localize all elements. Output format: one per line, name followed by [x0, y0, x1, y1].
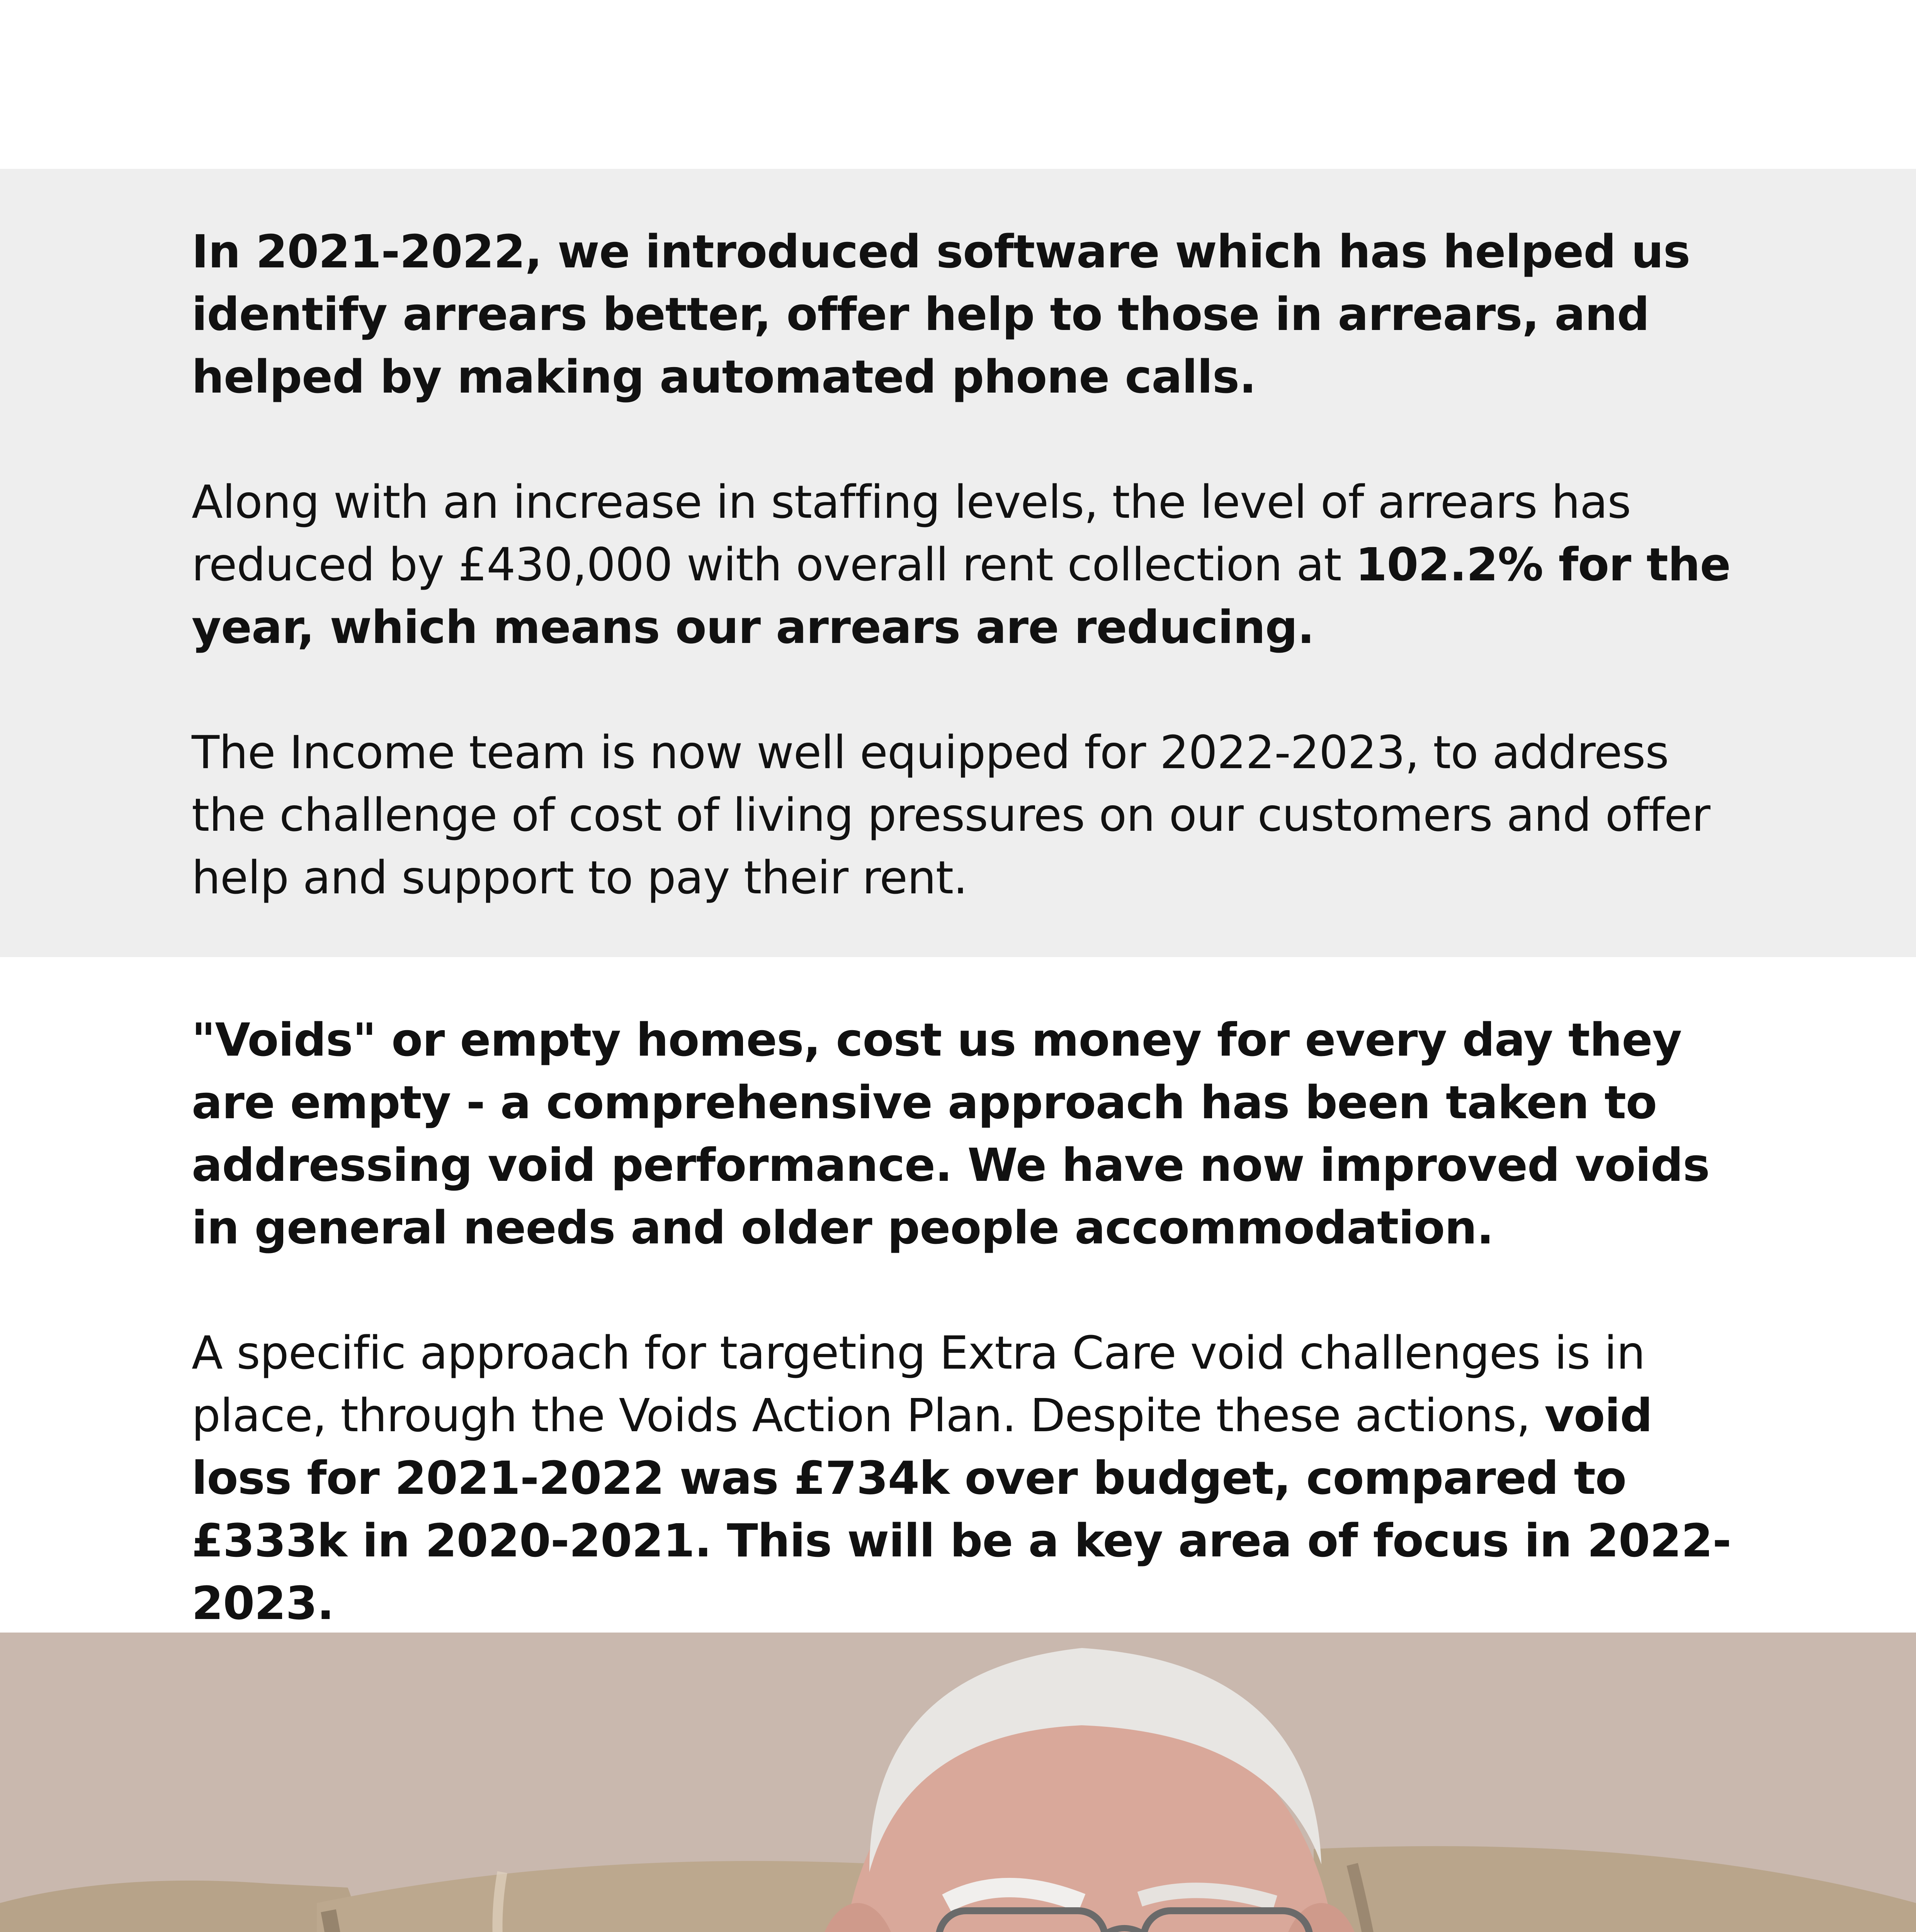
arrears-result-highlight: 102.2% for the year, which means our arrears are reducing.: [192, 538, 1731, 654]
voids-result-highlight: void loss for 2021-2022 was £734k over budget, compared to £333k in 2020-2021. This will be a key area of focus in 2022-2023.: [192, 1389, 1731, 1630]
voids-intro: "Voids" or empty homes, cost us money for every day they are empty - a comprehensive approach has been taken to addressing void performance. We have now improved voids in general needs and older people accommodation.: [192, 1013, 1710, 1254]
voids-result: [192, 1321, 1737, 1634]
arrears-intro: In 2021-2022, we introduced software which has helped us identify arrears better, offer help to those in arrears, and helped by making automated phone calls.: [192, 225, 1690, 403]
portrait-illustration: [0, 1633, 1916, 1932]
portrait-photo: [0, 1633, 1916, 1932]
arrears-section: [192, 220, 1737, 909]
voids-result-text: A specific approach for targeting Extra Care void challenges is in place, through the Voids Action Plan. Despite these actions,: [192, 1326, 1645, 1442]
arrears-result: [192, 471, 1737, 658]
voids-section: [192, 1009, 1737, 1634]
arrears-result-text: Along with an increase in staffing levels, the level of arrears has reduced by £430,000 with overall rent collection at: [192, 475, 1631, 591]
income-team-paragraph: The Income team is now well equipped for 2022-2023, to address the challenge of cost of living pressures on our customers and offer help and support to pay their rent.: [192, 726, 1710, 904]
